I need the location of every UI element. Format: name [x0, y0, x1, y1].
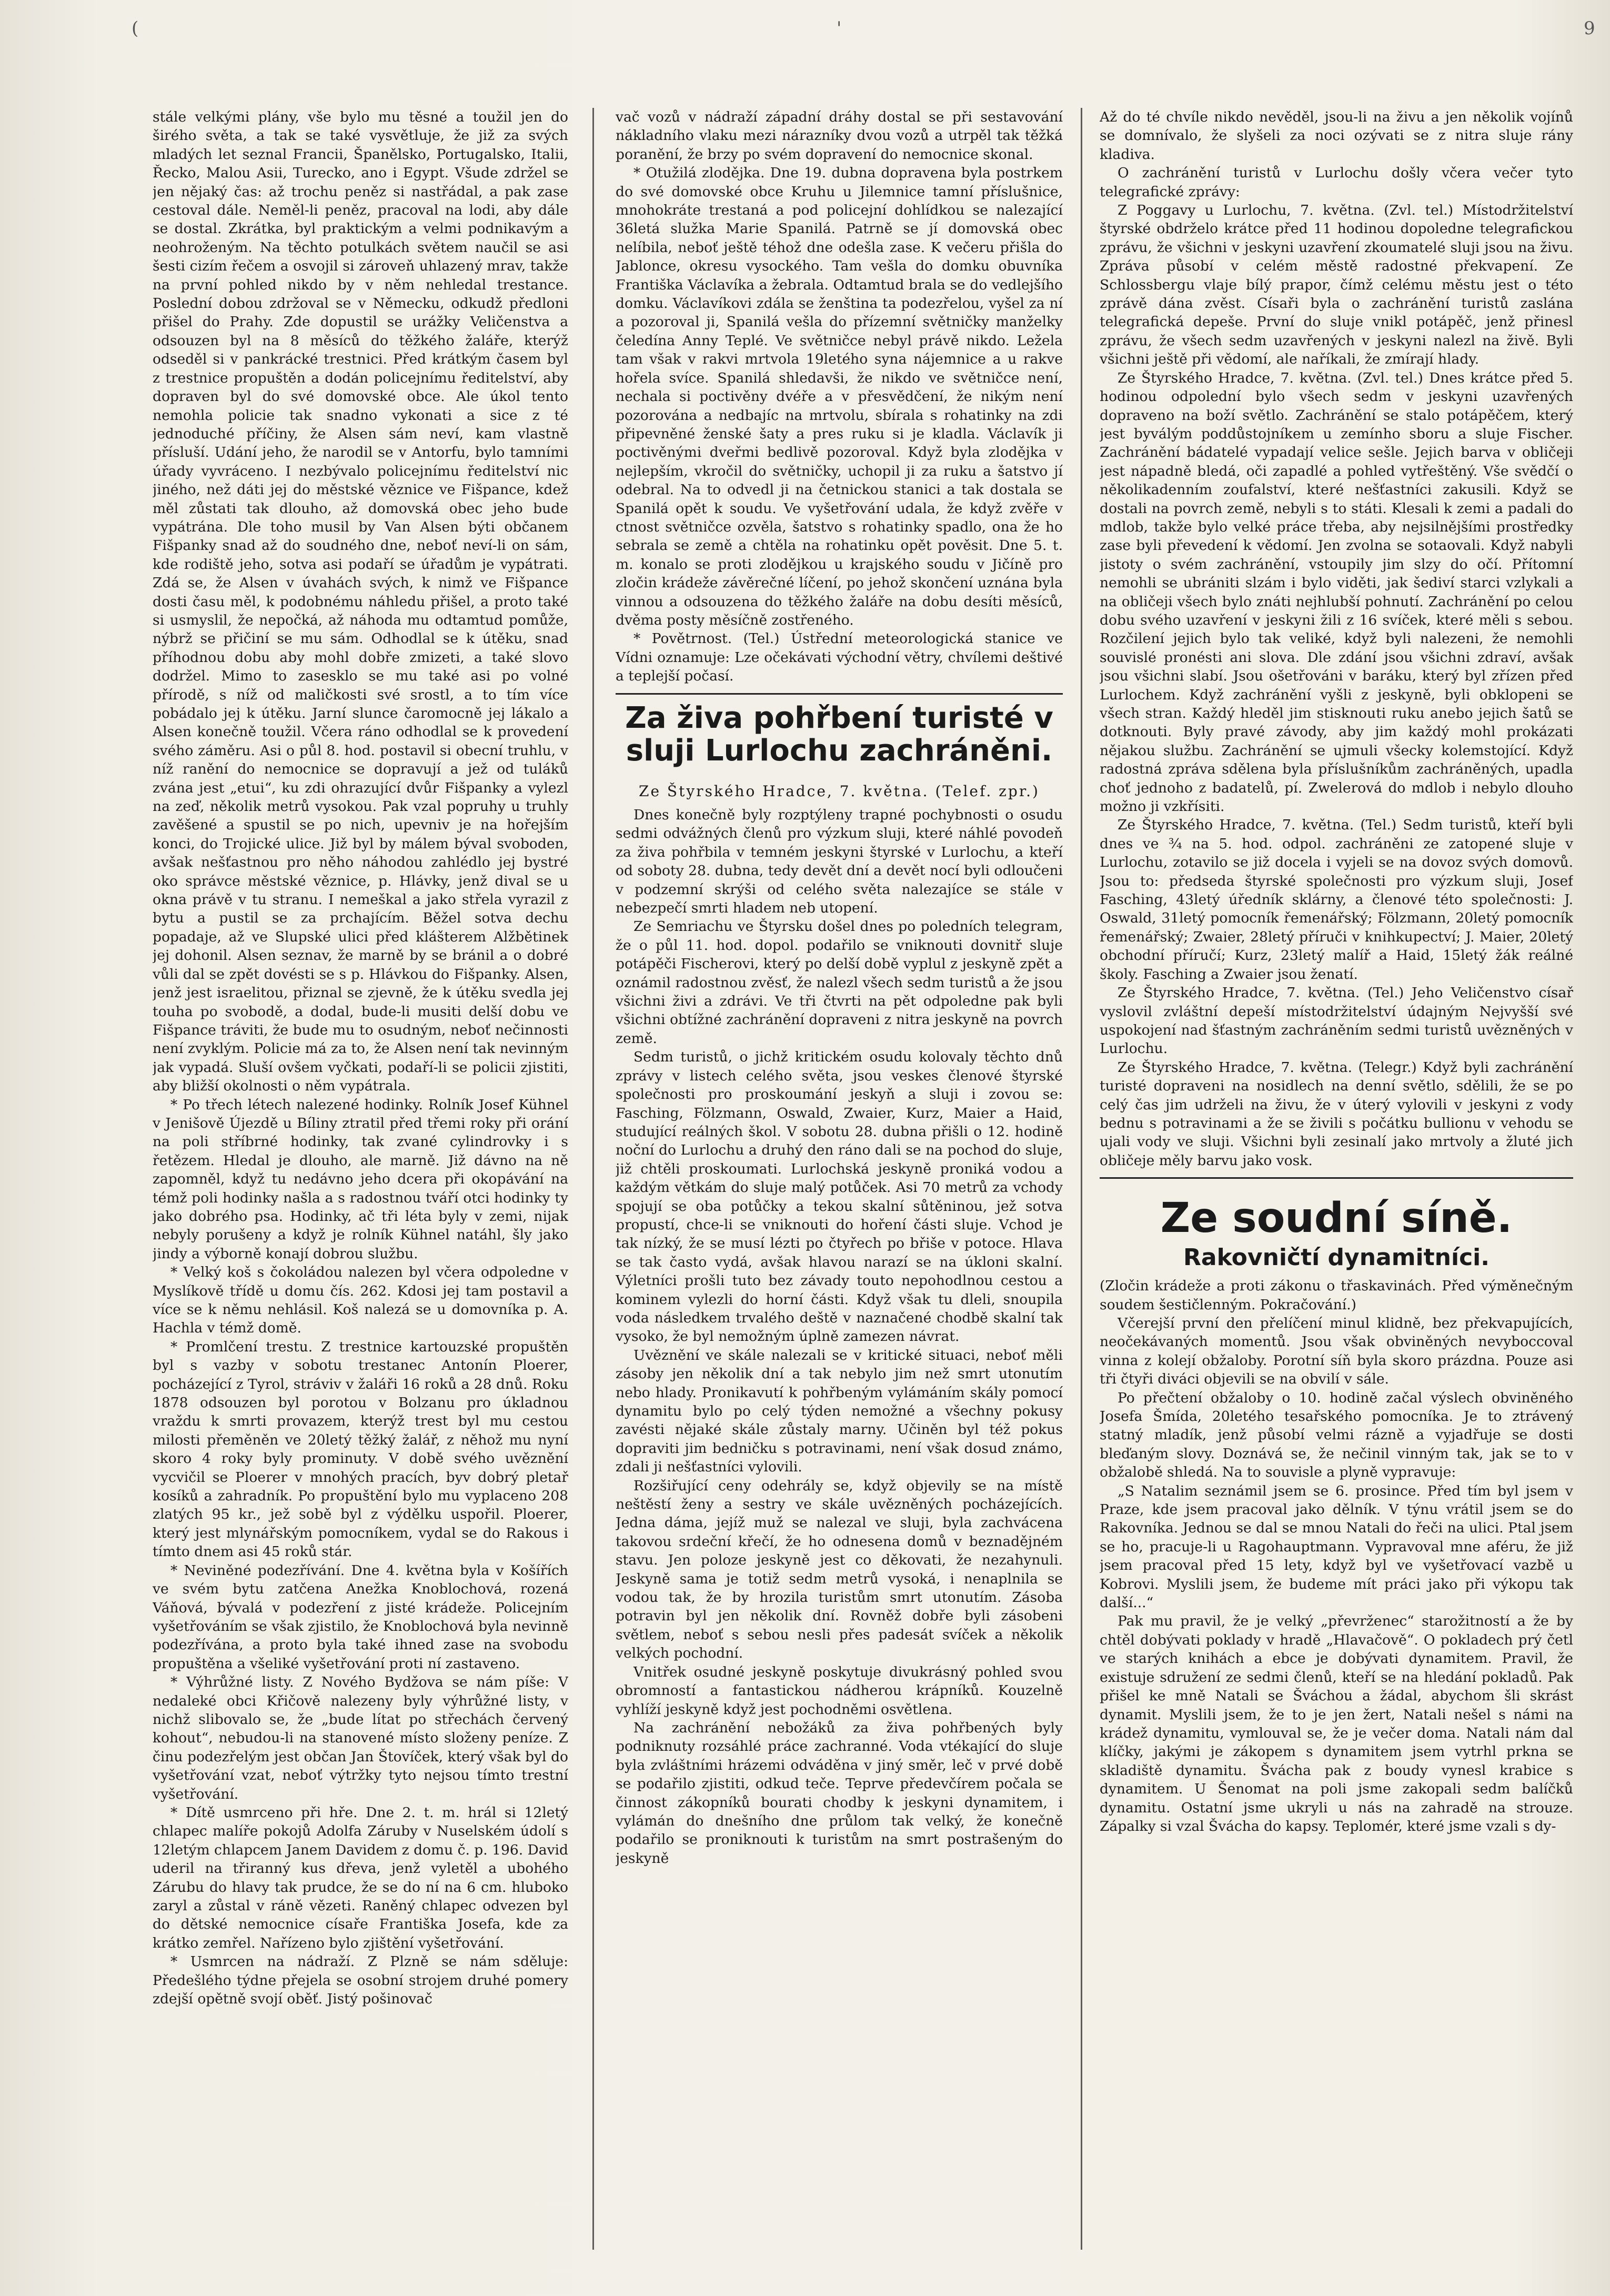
article-alsen-escape: stále velkými plány, vše bylo mu těsné a toužil jen do širého světa, a tak se také vysvětluje, že již za svých mladých let seznal Francii, Španělsko, Portugalsko, Italii, Řecko, Malou Asii, Turecko, ano i Egypt. Všude zdržel se jen nějaký čas: až trochu peněz si nastřádal, a pak zase cestoval dále. Neměl-li peněz, pracoval na lodi, aby dále se dostal. Zkrátka, byl praktickým a velmi podnikavým a neohroženým. Na těchto potulkách světem naučil se asi šesti cizím řečem a osvojil si zároveň uhlazený mrav, takže na první pohled nikdo by v něm nehledal trestance. Poslední dobou zdržoval se v Německu, odkudž předloni přišel do Prahy. Zde dopustil se urážky Veličenstva a odsouzen byl na 8 měsíců do těžkého žaláře, kterýž odseděl si v pankrácké trestnici. Před krátkým časem byl z trestnice propuštěn a dodán policejnímu ředitelství, aby dopraven byl do své domovské obce. Ale úkol tento nemohla policie tak snadno vykonati a sice z té jednoduché příčiny, že Alsen sám neví, kam vlastně přísluší. Udání jeho, že narodil se v Antorfu, bylo tamními úřady vyvráceno. I nezbývalo policejnímu ředitelství nic jiného, než dáti jej do městské věznice ve Fišpance, kdež měl zůstati tak dlouho, až domovská obec jeho bude vypátrána. Dle toho musil by Van Alsen býti občanem Fišpanky snad až do soudného dne, neboť neví-li on sám, kde rodiště jeho, sotva asi podaří se úřadům je vypátrati. Zdá se, že Alsen v úvahách svých, k nimž ve Fišpance dosti času měl, k podobnému náhledu přišel, a proto také si usmyslil, že nepočká, až náhoda mu odtamtud pomůže, nýbrž se přičiní se mu sám. Odhodlal se k útěku, snad příhodnou dobu aby mohl dobře zmizeti, a také slovo dodržel. Mimo to zasesklo se mu také asi po volné přírodě, s níž od maličkosti své srostl, a to tím více pobádalo jej k útěku. Jarní slunce čaromocně jej lákalo a Alsen konečně toužil. Včera ráno odhodlal se k provedení svého záměru. Asi o půl 8. hod. postavil si obecní truhlu, v níž ranění do nemocnice se dopravují a jež od tuláků zvána jest „etui“, ku zdi ohrazující dvůr Fišpanky a vylezl na zeď, několik metrů vysokou. Pak vzal popruhy u truhly zavěšené a spustil se po nich, upevniv je na hořejším konci, do Trojické ulice. Již byl by málem býval svoboden, avšak nešťastnou pro něho náhodou zahlédlo jej bystré oko správce městské věznice, p. Hlávky, jenž dival se u okna právě v tu stranu. I nemeškal a jako střela vyrazil z bytu a pustil se za prchajícím. Běžel sotva dechu popadaje, až ve Slupské ulici před klášterem Alžbětinek jej dohonil. Alsen seznav, že marně by se bránil a o dobré vůli dal se zpět dovésti se s p. Hlávkou do Fišpanky. Alsen, jenž jest israelitou, přiznal se zjevně, že k útěku svedla jej touha po svobodě, a dodal, bude-li musiti delší dobu ve Fišpance tráviti, že bude mu to osudným, neboť nečinnosti není zvyklým. Policie má za to, že Alsen není tak nevinným jak vypadá. Sluší ovšem vyčkati, podaří-li se policii zjistiti, aby bližší okolnosti o něm vypátrala.	[153, 109, 568, 1095]
article-hardened-thief: * Otužilá zlodějka. Dne 19. dubna dopravena byla postrkem do své domovské obce Kruhu u Jilemnice tamní příslušnice, mnohokráte trestaná a pod policejní dohlídkou se nalezající 36letá služka Marie Spanilá. Patrně se jí domovská obec nelíbila, neboť ještě téhož dne odešla zase. K večeru přišla do Jablonce, okresu vysockého. Tam vešla do domku obuvníka Františka Václavíka a žebrala. Odtamtud brala se do vedlejšího domku. Václavíkovi zdála se ženština ta podezřelou, vyšel za ní a pozoroval ji, Spanilá vešla do přízemní světničky manželky čeledína Anny Teplé. Ve světničce nebyl právě nikdo. Ležela tam však v rakvi mrtvola 19letého syna nájemnice a u rakve hořela svíce. Spanilá shledavši, že nikdo ve světničce není, nechala si poctivěny dvéře a v přesvědčení, že nikým není pozorována a nedbajíc na mrtvolu, sbírala s rohatinky na zdi připevněné ženské šaty a pres ruku si je kladla. Václavík ji poctivěnými dveřmi bedlivě pozoroval. Když byla zlodějka v nejlepším, vkročil do světničky, uchopil ji za ruku a šatstvo jí odebral. Na to odvedl ji na četnickou stanici a tak dostala se Spanilá opět k soudu. Ve vyšetřování udala, že když zvěře v ctnost světničce ozvěla, šatstvo s rohatinky spadlo, ona že ho sebrala se země a chtěla na rohatinku opět pověsit. Dne 5. t. m. konalo se proti zlodějkou u krajského soudu v Jičíně pro zločin krádeže závěrečné líčení, po jehož skončení uznána byla vinnou a odsouzena do těžkého žaláře na dobu desíti měsíců, dvěma posty měsíčně zostřeného.	[616, 165, 1063, 628]
court-paragraph-4: Pak mu pravil, že je velký „převrženec“ starožitností a že by chtěl dobývati poklady v hradě „Hlavačově“. O pokladech prý četl ve starých knihách a ebce je dobývati dynamitem. Pravil, že existuje sdružení ze sedmi členů, kteří se na hledání pokladů. Pak přišel ke mně Natali se Šváchou a žádal, abychom šli skrást dynamit. Myslili jsem, že to je jen žert, Natali nešel s námi na krádež dynamitu, vymlouval se, že je večer doma. Natali nám dal klíčky, jakými je zákopem s dynamitem jsem vytrhl prkna se skladiště dynamitu. Švácha pak z boudy vynesl krabice s dynamitem. U Šenomat na poli jsme zakopali sedm balíčků dynamitu. Ostatní jsme ukryli u nás na zahradě na strouze. Zápalky si vzal Švácha do kapsy. Teplomér, které jsme vzali s dy-	[1100, 1613, 1573, 1834]
section-heading-court: Ze soudní síně.	[1160, 1195, 1513, 1242]
edge-mark-right: 9	[1584, 18, 1595, 39]
cave-paragraph-1: Dnes konečně byly rozptýleny trapné pochybnosti o osudu sedmi odvážných členů pro výzkum sluji, které náhlé povodeň za živa pohřbila v temném jeskyni štyrské v Lurlochu, a kteří od soboty 28. dubna, tedy devět dní a devět nocí byli odloučeni v podzemní skrýši od celého světa nalezajíce se stále v nebezpečí smrti hladem neb utopení.	[616, 807, 1063, 917]
cave-paragraph-2: Ze Semriachu ve Štyrsku došel dnes po poledních telegram, že o půl 11. hod. dopol. podařilo se vniknouti dovnitř sluje potápěči Fischerovi, který po delší době vyplul z jeskyně zpět a oznámil radostnou zvěsť, že nalezl všech sedm turistů a že jsou všichni živi a zdrávi. Ve tři čtvrti na pět odpoledne pak byli všichni obtížné zachránění dopraveni z nitra jeskyně na povrch země.	[616, 918, 1063, 1047]
cave-paragraph-3: Sedm turistů, o jichž kritickém osudu kolovaly těchto dnů zprávy v listech celého světa, jsou veskes členové štyrské společnosti pro proskoumání jeskyň a sluji i zovou se: Fasching, Fölzmann, Oswald, Zwaier, Kurz, Maier a Haid, studující reálných škol. V sobotu 28. dubna přišli o 12. hodině noční do Lurlochu a druhý den ráno dali se na pochod do sluje, již chtěli proskoumati. Lurlochská jeskyně proniká vodou a každým větkám do sluje malý potůček. Asi 70 metrů za vchody spojují se oba potůčky a tekou skalní sůtěninou, jež sotva propustí, chce-li se vniknouti do hoření části sluje. Vchod je tak nízký, že se musí lézti po čtyřech po břiše v potoce. Hlava se tak často vydá, avšak hlavou narazí se na úkloni skalní. Výletníci prošli tuto bez závady touto nepohodlnou cestou a kominem vylezli do horní části. Když však tu dleli, snoupila voda následkem trvalého deště v naznačené chodbě skalní tak vysoko, že byl nemožným úplně zamezen návrat.	[616, 1049, 1063, 1345]
cave-continued: Až do té chvíle nikdo nevěděl, jsou-li na živu a jen několik vojínů se domnívalo, že slyšeli za noci ozývati se z nitra sluje rány kladiva.	[1100, 109, 1573, 163]
telegram-graz-3: Ze Štyrského Hradce, 7. května. (Tel.) Jeho Veličenstvo císař vyslovil zvláštní depeší místodržitelství údajným Nejvyšší své uspokojení nad šťastným zachráněním sedmi turistů uvězněných v Lurlochu.	[1100, 985, 1573, 1057]
court-paragraph-3: „S Natalim seznámil jsem se 6. prosince. Před tím byl jsem v Praze, kde jsem pracoval jako dělník. V týnu vrátil jsem se do Rakovníka. Jednou se dal se mnou Natali do řeči na ulici. Ptal jsem se ho, pracuje-li u Ragohauptmann. Vypravoval mne aféru, že již jsem pracoval před 15 lety, když byl ve vyšetřovací vazbě u Kobrovi. Myslili jsem, že budeme mít práci jako při výkopu tak další...“	[1100, 1482, 1573, 1611]
telegram-poggau: Z Poggavy u Lurlochu, 7. května. (Zvl. tel.) Místodržitelství štyrské obdrželo krátce před 11 hodinou dopoledne telegrafickou zprávu, že všichni v jeskyni uzavření zkoumatelé sluji jsou na živu. Zpráva působí v celém městě radostné překvapení. Ze Schlossbergu vlaje bílý prapor, čímž celému městu jest o této zprávě dána zvěst. Císaři byla o zachránění turistů zaslána telegrafická depeše. První do sluje vnikl potápěč, jenž přinesl zprávu, že všech sedm uzavřených v jeskyni nalezl na živě. Byli všichni ještě při vědomí, ale naříkali, že zmírají hlady.	[1100, 202, 1573, 368]
headline-cave-rescue: Za živa pohřbení turisté v sluji Lurlochu zachráněni.	[625, 700, 1053, 768]
column-2	[616, 108, 1063, 2255]
column-3	[1100, 108, 1573, 2255]
article-found-watch: * Po třech létech nalezené hodinky. Rolník Josef Kühnel v Jenišově Újezdě u Bíliny ztratil před třemi roky při orání na poli stříbrné hodinky, tak zvané cylindrovky i s řetězem. Hledal je dlouho, ale marně. Již dávno na ně zapomněl, když tu nedávno jeho dcera při okopávání na témž poli hodinky našla a s radostnou tváří otci hodinky ty jako dobrého psa. Hodinky, ač tři léta byly v zemi, nijak nebyly porušeny a když je rolník Kühnel natáhl, šly jako jindy a výborně konají dobrou službu.	[153, 1096, 568, 1262]
article-sentence-lapse: * Promlčení trestu. Z trestnice kartouzské propuštěn byl s vazby v sobotu trestanec Antonín Ploerer, pocházející z Tyrol, stráviv v žaláři 16 roků a 28 dnů. Roku 1878 odsouzen byl porotou v Bolzanu pro úkladnou vraždu k smrti provazem, kterýž trest byl mu cestou milosti přeměněn ve 20letý těžký žalář, z něhož mu nyní skoro 4 roky byly prominuty. V době svého uvěznění vycvičil se Ploerer v mnohých pracích, byv dobrý pletař kosíků a zahradník. Po propuštění bylo mu vyplaceno 208 zlatých 95 kr., jež sobě byl z výdělku uspořil. Ploerer, který jest mlynářským pomocníkem, vydal se do Rakous i tímto dnem asi 45 roků stár.	[153, 1338, 568, 1560]
court-case-intro: (Zločin krádeže a proti zákonu o třaskavinách. Před výměnečným soudem šestičlenným. Pokračování.)	[1100, 1278, 1573, 1313]
edge-mark-center: '	[837, 18, 842, 39]
cave-paragraph-6: Vnitřek osudné jeskyně poskytuje divukrásný pohled svou obromností a fantastickou nádherou krápníků. Kouzelně vyhlíží jeskyně když jest pochodněmi osvětlena.	[616, 1663, 1063, 1718]
article-chocolate-basket: * Velký koš s čokoládou nalezen byl včera odpoledne v Myslíkově třídě u domu čís. 262. Kdosi jej tam postavil a více se k němu nehlásil. Koš nalezá se u domovníka p. A. Hachla v témž domě.	[153, 1264, 568, 1337]
cave-paragraph-4: Uvěznění ve skále nalezali se v kritické situaci, neboť měli zásoby jen několik dní a tak nebylo jim než smrt utonutím nebo hlady. Pronikavutí k pohřbeným vylámáním skály pomocí dynamitu bylo po celý týden nemožné a všechny pokusy zavésti nějaké skále zůstaly marny. Učiněn byl též pokus dopraviti jim bedničku s potravinami, není však dosud známo, zdali ji nešťastníci vylovili.	[616, 1347, 1063, 1476]
article-threat-letters: * Výhrůžné listy. Z Nového Bydžova se nám píše: V nedaleké obci Křičově nalezeny byly výhrůžné listy, v nichž slibovalo se, že „bude lítat po střechách červený kohout“, nebudou-li na stanovené místo složeny peníze. Z činu podezřelým jest občan Jan Štovíček, který však byl do vyšetřování vzat, neboť výtržky tyto nejsou tímto trestní vyšetřování.	[153, 1674, 568, 1802]
court-paragraph-2: Po přečtení obžaloby o 10. hodině začal výslech obviněného Josefa Šmída, 20letého tesařského pomocníka. Je to ztrávený statný mladík, jenž působí velmi rázně a vyjadřuje se dosti bleďaným slovy. Doznává se, že nečinil vinným tak, jak se to v obžalobě shledá. Na to souvisle a plyně vypravuje:	[1100, 1389, 1573, 1481]
column-1	[153, 108, 568, 2255]
column-rule-2	[1081, 108, 1082, 2250]
page-edge-marks	[0, 18, 1610, 39]
section-divider	[616, 693, 1063, 695]
article-station-continued: vač vozů v nádraží západní dráhy dostal se při sestavování nákladního vlaku mezi nárazníky dvou vozů a utrpěl tak těžká poranění, že brzy po svém dopravení do nemocnice skonal.	[616, 109, 1063, 163]
edge-mark-left: (	[132, 18, 139, 39]
cave-telegrams-intro: O zachránění turistů v Lurlochu došly včera večer tyto telegrafické zprávy:	[1100, 165, 1573, 200]
court-paragraph-1: Včerejší první den přelíčení minul klidně, bez překvapujících, neočekávaných momentů. Jsou však obviněných nevyboccoval vinna z kolejí obžaloby. Porotní síň byla skoro prázdna. Pouze asi tři čtyři diváci objevili se na obvilí v sále.	[1100, 1315, 1573, 1388]
cave-paragraph-5: Rozšiřující ceny odehrály se, když objevily se na místě neštěstí ženy a sestry ve skále uvězněných pocházejících. Jedna dáma, jejíž muž se nalezal ve sluji, byla zachvácena takovou srdeční křečí, že ho odnesena domů v beznadějném stavu. Jen poloze jeskyně jest co děkovati, že nezahynuli. Jeskyně sama je totiž sedm metrů vysoká, i nenaplnila se vodou tak, že by hrozila turistům smrt utonutím. Zásoba potravin byl jen několik dní. Rovněž dobře byli zásobeni světlem, neboť s sebou nesli přes padesát svíček a několik velkých pochodní.	[616, 1477, 1063, 1662]
subheading-dynamiters: Rakovničtí dynamitníci.	[1183, 1244, 1490, 1271]
article-wrongful-suspicion: * Neviněné podezřívání. Dne 4. května byla v Košířích ve svém bytu zatčena Anežka Knoblochová, rozená Váňová, bývalá v podezření z jisté krádeže. Policejním vyšetřováním se však zjistilo, že Knoblochová byla nevinně podezřívána, a proto byla také ihned zase na svobodu propuštěna a všeliké vyšetřování proti ní zastaveno.	[153, 1562, 568, 1672]
column-rule-1	[592, 108, 594, 2250]
section-divider-2	[1100, 1177, 1573, 1179]
telegram-graz-4: Ze Štyrského Hradce, 7. května. (Telegr.) Když byli zachránění turisté dopraveni na nosidlech na denní světlo, sdělili, že se po celý čas jim udrželi na živu, že v úterý vylovili v jeskyni z vody bednu s potravinami a že se živili s počátku bullionu v vehodu se ujali vody ve sluji. Všichni byli zesinalí jako mrtvoly a žluté jich obličeje měly barvu jako vosk.	[1100, 1059, 1573, 1169]
article-killed-at-station: * Usmrcen na nádraží. Z Plzně se nám sděluje: Předešlého týdne přejela se osobní strojem druhé pomery zdejší opětně svojí oběť. Jistý pošinovač	[153, 1953, 568, 2008]
article-child-killed: * Dítě usmrceno při hře. Dne 2. t. m. hrál si 12letý chlapec malíře pokojů Adolfa Záruby v Nuselském údolí s 12letým chlapcem Janem Davidem z domu č. p. 196. David uderil na třiranný kus dřeva, jenž vyletěl a ubohého Zárubu do hlavy tak prudce, že se do ní na 6 cm. hluboko zaryl a zůstal v ráně vězeti. Raněný chlapec odvezen byl do dětské nemocnice císaře Františka Josefa, kde za krátko zemřel. Nařízeno bylo zjištění vyšetřování.	[153, 1804, 568, 1951]
article-weather: * Povětrnost. (Tel.) Ústřední meteorologická stanice ve Vídni oznamuje: Lze očekávati východní větry, chvílemi deštivé a teplejší počasí.	[616, 630, 1063, 685]
cave-paragraph-7: Na zachránění nebožáků za živa pohřbených byly podniknuty rozsáhlé práce zachranné. Voda vtékající do sluje byla zvláštními hrázemi odváděna v jiný směr, leč v prvé době se podařilo zjistiti, odkud teče. Teprve předevčírem počala se činnost zákopníků bourati chodby k jeskyni dynamitem, i vylámán do dnešního dne průlom tak velký, že konečně podařilo se proniknouti k turistům na smrt postrašeným do jeskyně	[616, 1719, 1063, 1867]
telegram-graz-2: Ze Štyrského Hradce, 7. května. (Tel.) Sedm turistů, kteří byli dnes ve ¾ na 5. hod. odpol. zachráněni ze zatopené sluje v Lurlochu, zotavilo se již docela i vyjeli se na dovoz svých domovů. Jsou to: předseda štyrské společnosti pro výzkum sluji, Josef Fasching, 43letý úředník sklárny, a členové této společnosti: J. Oswald, 31letý pomocník řemenářský; Fölzmann, 20letý pomocník řemenářský; Zwaier, 28letý příruči v knihkupectví; J. Maier, 20letý obchodní příručí; Kurz, 23letý malíř a Haid, 15letý žák reálné školy. Fasching a Zwaier jsou ženatí.	[1100, 817, 1573, 982]
dateline-graz: Ze Štyrského Hradce, 7. května. (Telef. zpr.)	[639, 782, 1040, 800]
telegram-graz-1: Ze Štyrského Hradce, 7. května. (Zvl. tel.) Dnes krátce před 5. hodinou odpolední bylo všech sedm v jeskyni uzavřených dopraveno na boží světlo. Zachránění se stalo potápěčem, který jest byválým poddůstojníkem u zemínho sboru a sluje Fischer. Zachránění bádatelé vypadají velice sešle. Jejich barva v obličeji jest nápadně bledá, oči zapadlé a pohled vytřeštěný. Vše svědčí o několikadenním zoufalství, které nešťastníci zakusili. Když se dostali na povrch země, nebyli s to státi. Klesali k zemi a padali do mdlob, takže bylo velké práce třeba, aby nejsilnějšími prostředky zase byli převedení k vědomí. Jen zvolna se sotaovali. Když nabyli jistoty o svém zachránění, vstoupily jim slzy do očí. Přítomní nemohli se ubrániti slzám i bylo viděti, jak šediví starci vzlykali a na obličeji všech bylo znáti nejhlubší pohnutí. Zachránění po celou dobu svého uzavření v jeskyni žili z 16 svíček, které měli s sebou. Rozčilení jejich bylo tak veliké, když byli nalezeni, že nemohli souvislé pronésti ani slova. Dle zdání jsou všichni zdraví, avšak jsou všichni slabí. Jsou ošetřováni v baráku, který byl zřízen před Lurlochem. Když zachránění vyšli z jeskyně, byli obklopeni se všech stran. Každý hleděl jim stisknouti ruku anebo jejich šatů se dotknouti. Byly pravé závody, aby jim každý mohl prokázati nějakou službu. Zachránění se ujmuli všecky kolemstojící. Když radostná zpráva sdělena byla příslušníkům zachráněných, upadla choť jednoho z badatelů, pí. Zwelerová do mdlob i nebylo dlouho možno ji vzkřísiti.	[1100, 369, 1573, 815]
